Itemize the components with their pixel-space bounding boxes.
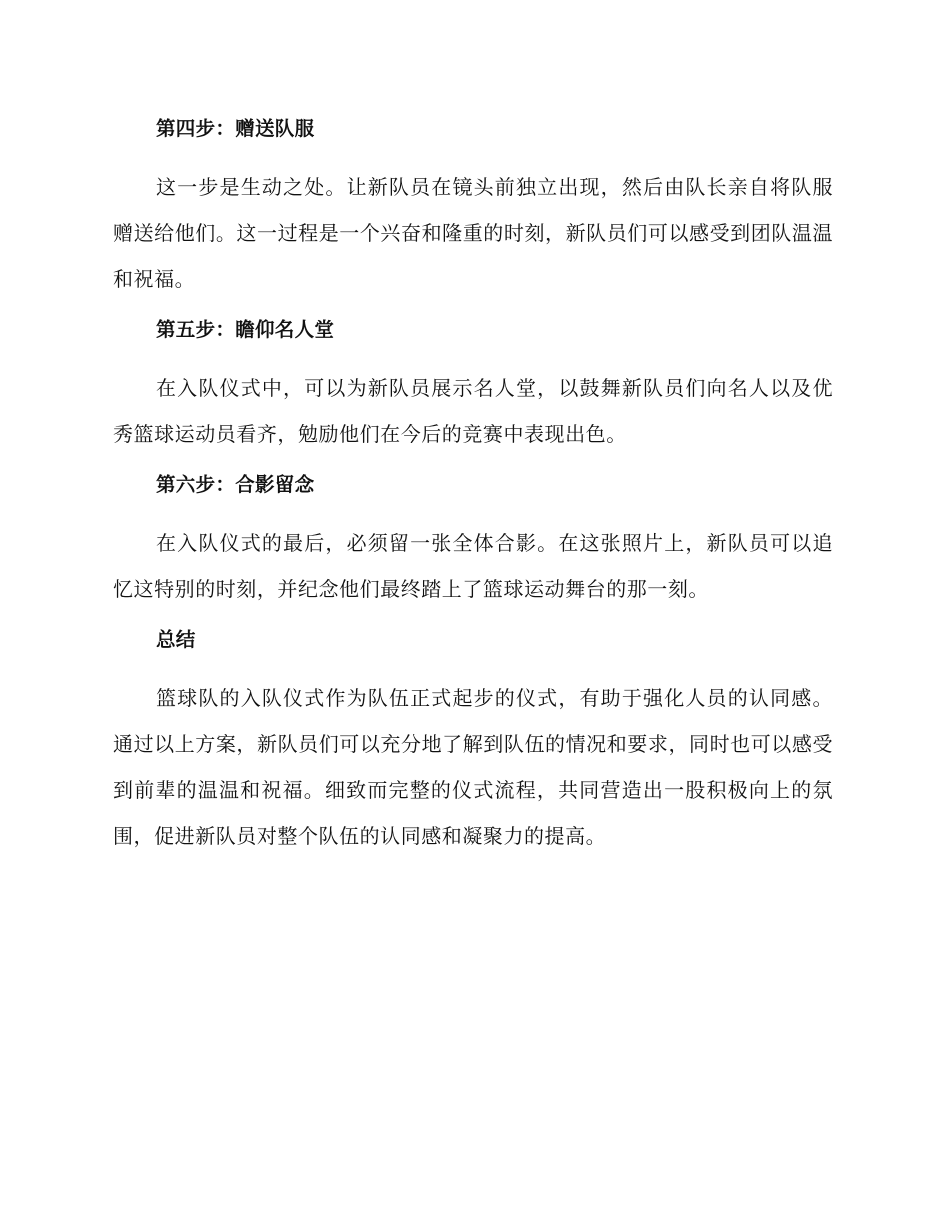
section-paragraph: 在入队仪式的最后，必须留一张全体合影。在这张照片上，新队员可以追忆这特别的时刻，并纪念他们最终踏上了篮球运动舞台的那一刻。 bbox=[113, 531, 833, 601]
section-summary bbox=[113, 624, 833, 859]
section-paragraph: 篮球队的入队仪式作为队伍正式起步的仪式，有助于强化人员的认同感。通过以上方案，新队员们可以充分地了解到队伍的情况和要求，同时也可以感受到前辈的温温和祝福。细致而完整的仪式流程，共同营造出一股积极向上的氛围，促进新队员对整个队伍的认同感和凝聚力的提高。 bbox=[113, 686, 833, 848]
section-heading: 第四步：赠送队服 bbox=[156, 117, 315, 140]
section-heading: 第六步：合影留念 bbox=[156, 473, 315, 496]
section-heading: 第五步：瞻仰名人堂 bbox=[156, 318, 335, 341]
section-step-five bbox=[113, 314, 833, 457]
section-heading: 总结 bbox=[156, 628, 196, 651]
section-step-six bbox=[113, 469, 833, 612]
section-step-four bbox=[113, 113, 833, 302]
section-paragraph: 在入队仪式中，可以为新队员展示名人堂，以鼓舞新队员们向名人以及优秀篮球运动员看齐，勉励他们在今后的竞赛中表现出色。 bbox=[113, 376, 833, 446]
section-paragraph: 这一步是生动之处。让新队员在镜头前独立出现，然后由队长亲自将队服赠送给他们。这一过程是一个兴奋和隆重的时刻，新队员们可以感受到团队温温和祝福。 bbox=[113, 175, 833, 291]
document-body bbox=[113, 113, 833, 859]
